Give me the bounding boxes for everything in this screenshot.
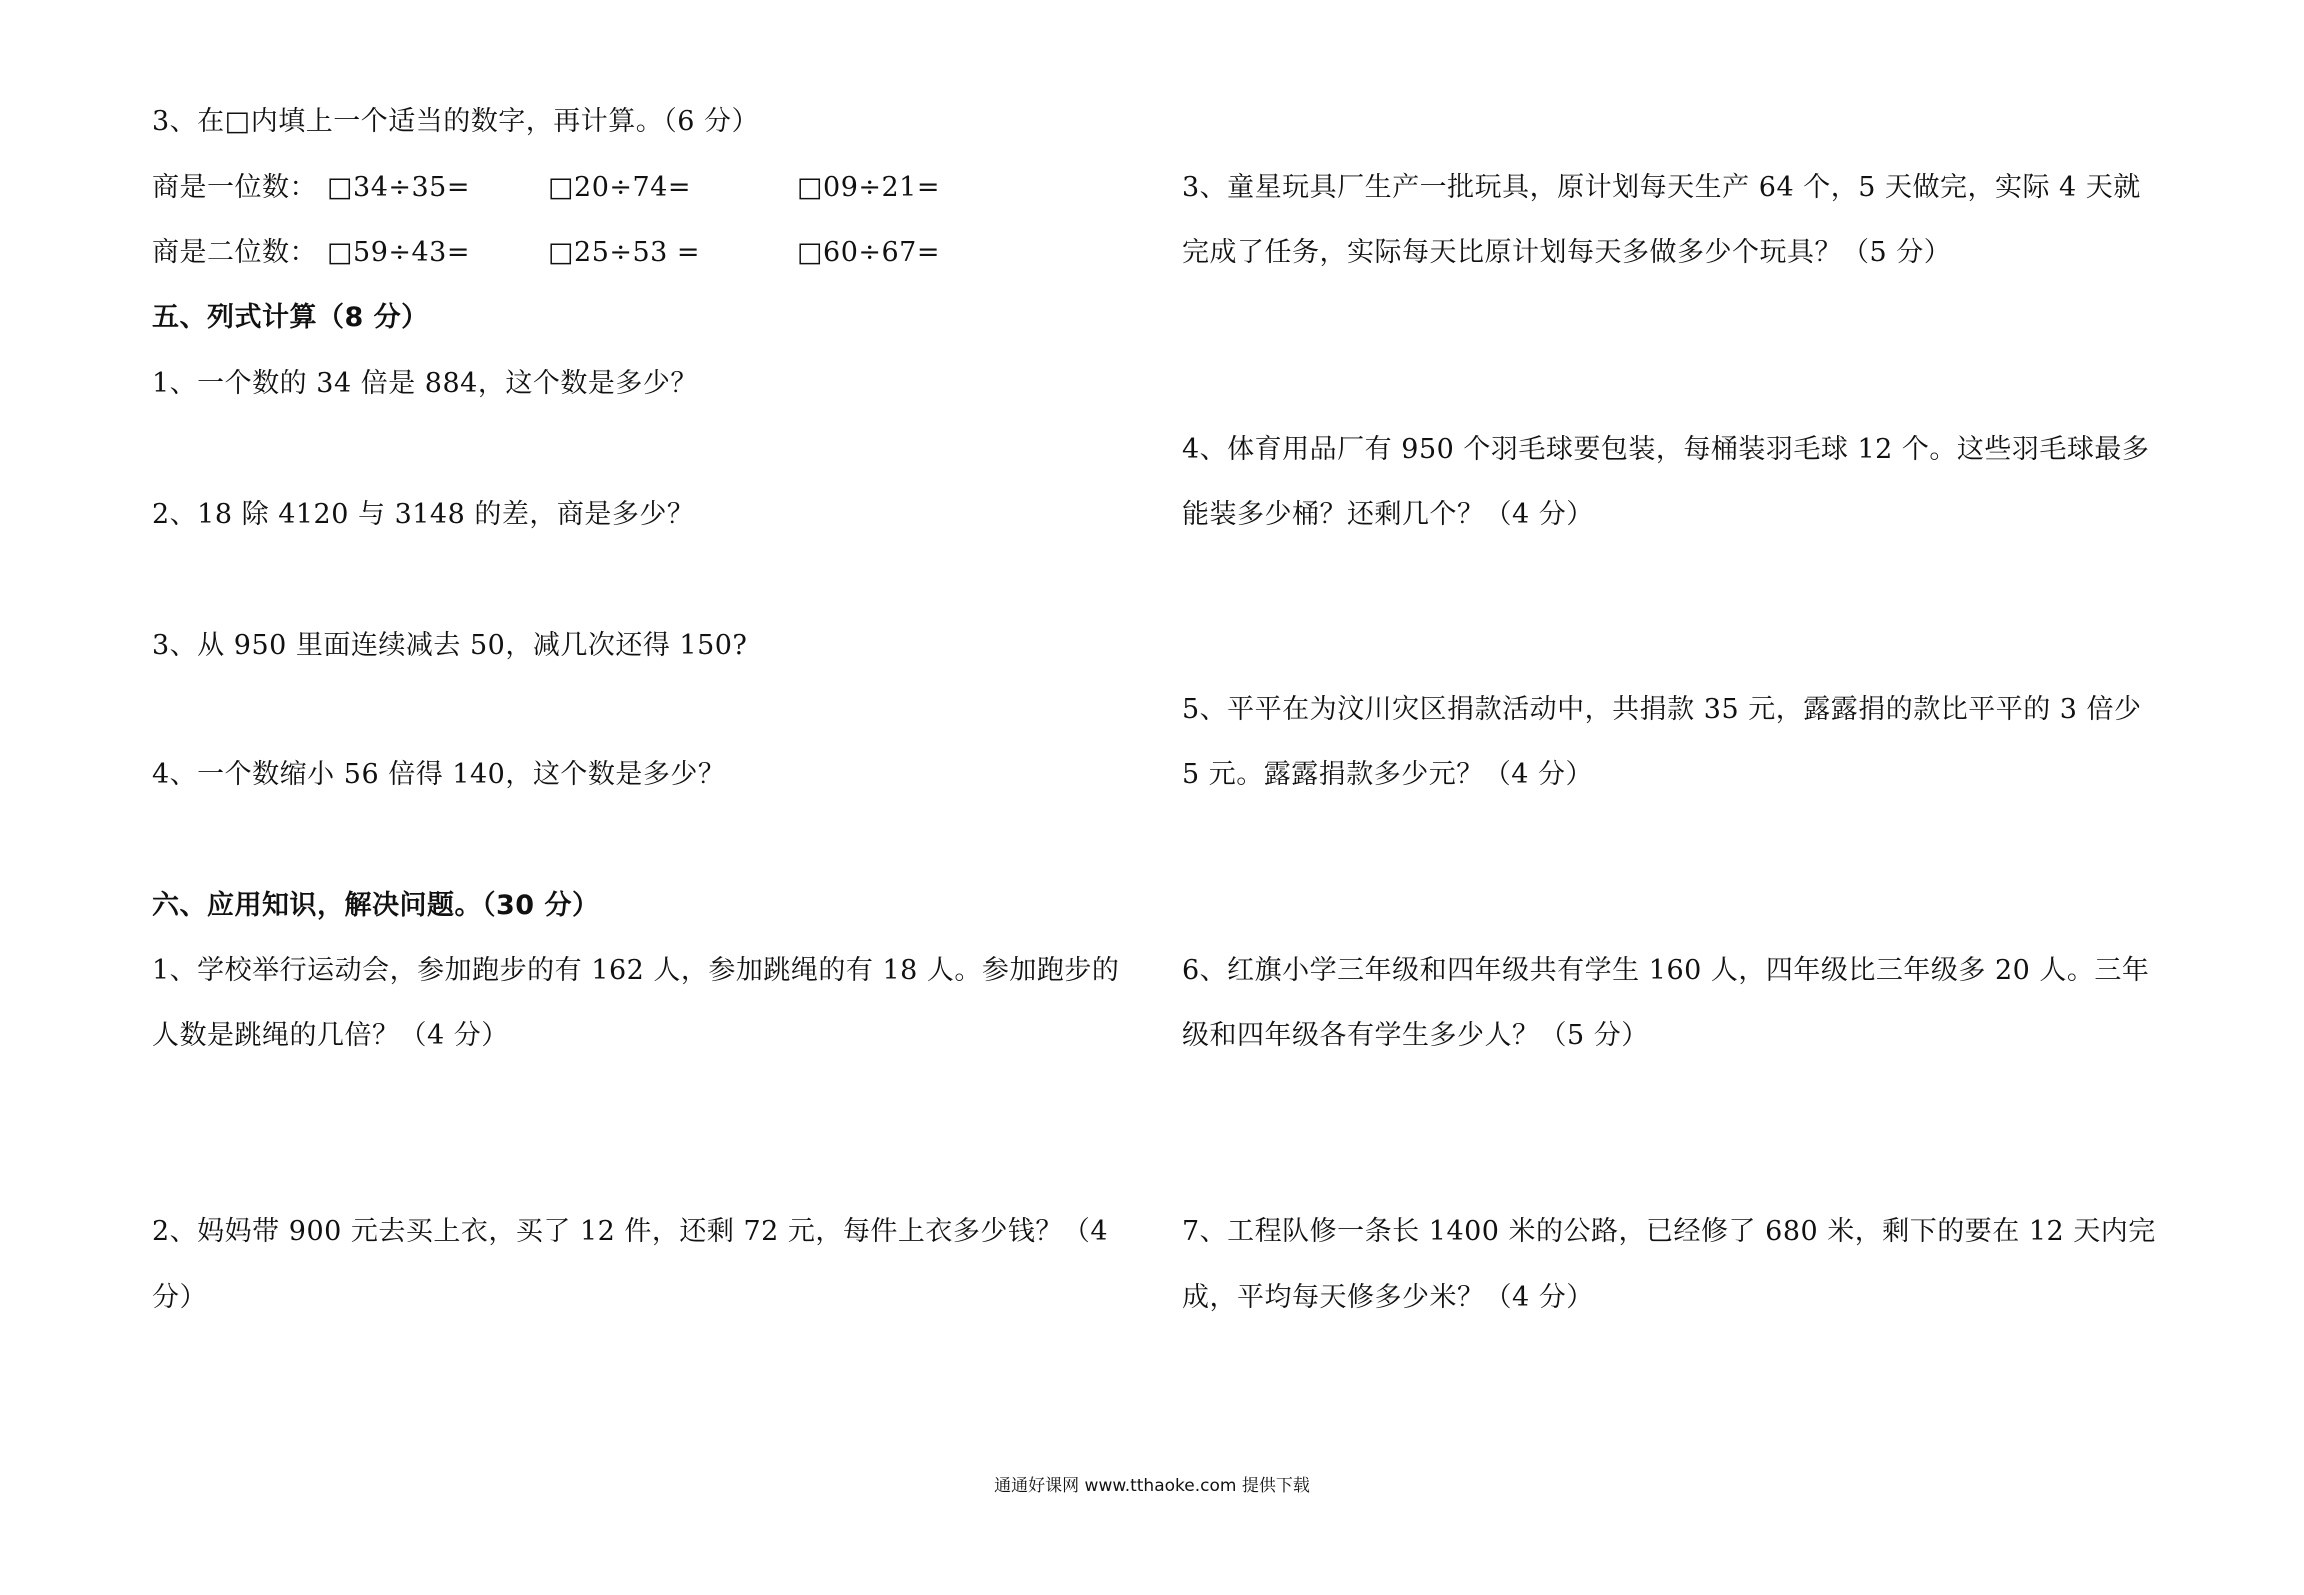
r-question-6-line2: 级和四年级各有学生多少人？（5 分）: [1182, 1020, 1649, 1051]
row2-expr-c: □60÷67=: [797, 237, 940, 268]
s5-question-1: 1、一个数的 34 倍是 884，这个数是多少？: [152, 368, 698, 399]
section5-heading: 五、列式计算（8 分）: [152, 302, 429, 333]
row2-expr-a: □59÷43=: [327, 237, 470, 268]
row1-label: 商是一位数：: [152, 172, 317, 203]
row2-expr-b: □25÷53 =: [548, 237, 701, 268]
footer-credit: 通通好课网 www.tthaoke.com 提供下载: [994, 1476, 1310, 1496]
s5-question-2: 2、18 除 4120 与 3148 的差，商是多少？: [152, 499, 695, 530]
r-question-6-line1: 6、红旗小学三年级和四年级共有学生 160 人，四年级比三年级多 20 人。三年: [1182, 955, 2150, 986]
r-question-4-line2: 能装多少桶？还剩几个？（4 分）: [1182, 499, 1594, 530]
r-question-3-line1: 3、童星玩具厂生产一批玩具，原计划每天生产 64 个，5 天做完，实际 4 天就: [1182, 172, 2141, 203]
r-question-5-line2: 5 元。露露捐款多少元？（4 分）: [1182, 759, 1594, 790]
r-question-7-line1: 7、工程队修一条长 1400 米的公路，已经修了 680 米，剩下的要在 12 天内完: [1182, 1216, 2156, 1247]
fill-in-question-title: 3、在□内填上一个适当的数字，再计算。（6 分）: [152, 106, 759, 137]
row1-expr-b: □20÷74=: [548, 172, 691, 203]
r-question-4-line1: 4、体育用品厂有 950 个羽毛球要包装，每桶装羽毛球 12 个。这些羽毛球最多: [1182, 434, 2150, 465]
s6-question-1-line1: 1、学校举行运动会，参加跑步的有 162 人，参加跳绳的有 18 人。参加跑步的: [152, 955, 1120, 986]
s6-question-1-line2: 人数是跳绳的几倍？（4 分）: [152, 1020, 509, 1051]
s6-question-2-line2: 分）: [152, 1282, 207, 1313]
section6-heading: 六、应用知识，解决问题。（30 分）: [152, 890, 600, 921]
r-question-5-line1: 5、平平在为汶川灾区捐款活动中，共捐款 35 元，露露捐的款比平平的 3 倍少: [1182, 694, 2142, 725]
r-question-3-line2: 完成了任务，实际每天比原计划每天多做多少个玩具？（5 分）: [1182, 237, 1952, 268]
r-question-7-line2: 成，平均每天修多少米？（4 分）: [1182, 1282, 1594, 1313]
row1-expr-a: □34÷35=: [327, 172, 470, 203]
s5-question-4: 4、一个数缩小 56 倍得 140，这个数是多少？: [152, 759, 726, 790]
s5-question-3: 3、从 950 里面连续减去 50，减几次还得 150?: [152, 630, 748, 661]
s6-question-2-line1: 2、妈妈带 900 元去买上衣，买了 12 件，还剩 72 元，每件上衣多少钱？（4: [152, 1216, 1109, 1247]
row1-expr-c: □09÷21=: [797, 172, 940, 203]
row2-label: 商是二位数：: [152, 237, 317, 268]
